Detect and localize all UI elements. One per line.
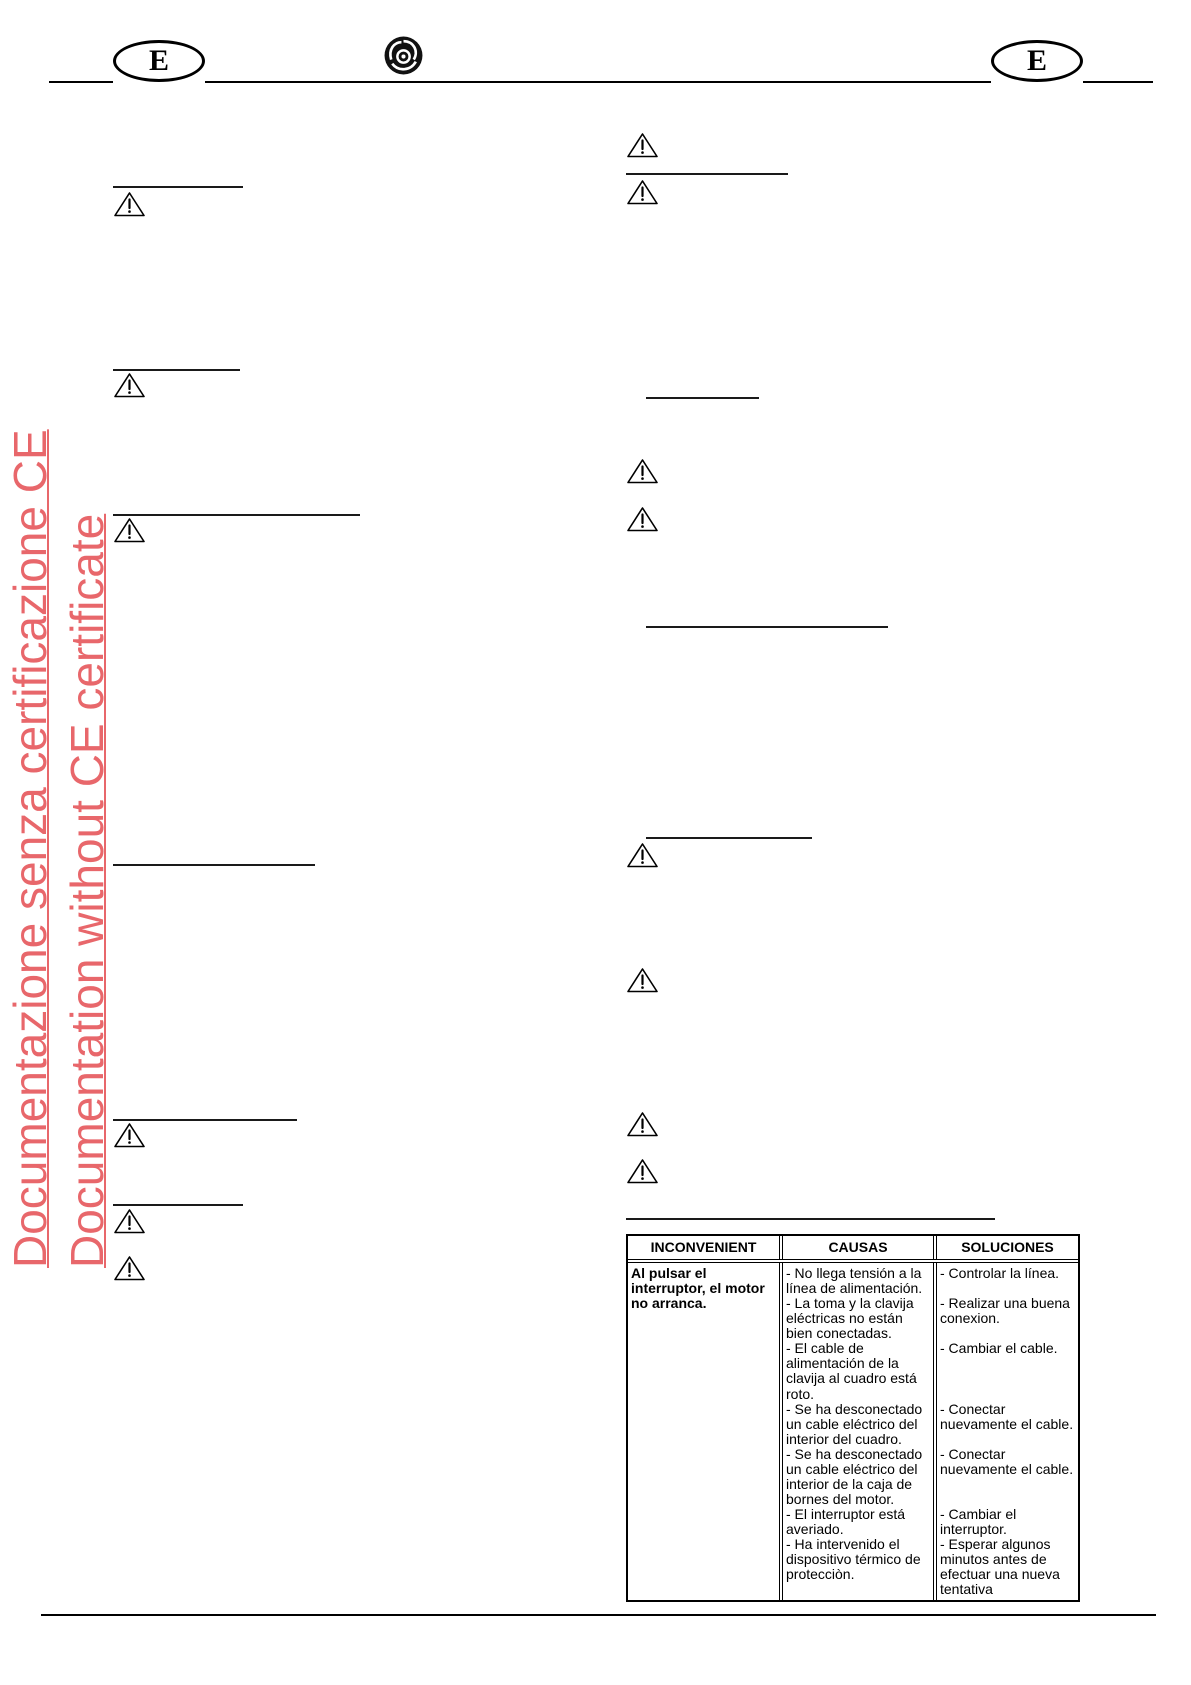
column-header-causas: CAUSAS (779, 1236, 933, 1259)
table-header-row (628, 1236, 1078, 1263)
heading-underline (113, 1204, 243, 1206)
cause-cell: - Se ha desconectado un cable eléctrico del interior del cuadro. (779, 1402, 933, 1447)
cause-cell: - La toma y la clavija eléctricas no están bien conectadas. (779, 1296, 933, 1341)
warning-triangle-icon (113, 1255, 146, 1281)
watermark-line-english: Documentation without CE certificate (61, 513, 113, 1268)
language-badge-right: E (991, 40, 1083, 82)
heading-underline (113, 514, 360, 516)
solution-cell: - Conectar nuevamente el cable. (933, 1447, 1078, 1507)
header-rule-right (1083, 81, 1153, 83)
watermark-line-italian: Documentazione senza certificazione CE (4, 429, 56, 1268)
footer-rule (41, 1614, 1156, 1616)
heading-underline (626, 173, 788, 175)
header-rule-main (205, 81, 991, 83)
warning-triangle-icon (626, 1158, 659, 1184)
solution-cell: - Controlar la línea. (933, 1263, 1078, 1296)
column-header-soluciones: SOLUCIONES (933, 1236, 1078, 1259)
solution-cell: - Cambiar el cable. (933, 1341, 1078, 1401)
header-rule-left (49, 81, 113, 83)
heading-underline (626, 1218, 995, 1220)
warning-triangle-icon (626, 458, 659, 484)
heading-underline (113, 186, 243, 188)
cause-cell: - Ha intervenido el dispositivo térmico de protecciòn. (779, 1537, 933, 1600)
cause-cell: - El interruptor está averiado. (779, 1507, 933, 1537)
heading-underline (646, 397, 759, 399)
heading-underline (113, 369, 240, 371)
heading-underline (113, 1119, 297, 1121)
warning-triangle-icon (113, 1208, 146, 1234)
solution-cell: - Realizar una buena conexion. (933, 1296, 1078, 1341)
warning-triangle-icon (113, 191, 146, 217)
warning-triangle-icon (113, 1122, 146, 1148)
solution-cell: - Cambiar el interruptor. (933, 1507, 1078, 1537)
brand-swirl-logo-icon (383, 35, 424, 76)
table-row (628, 1263, 1078, 1600)
solution-cell: - Conectar nuevamente el cable. (933, 1402, 1078, 1447)
warning-triangle-icon (626, 967, 659, 993)
cause-cell: - Se ha desconectado un cable eléctrico del interior de la caja de bornes del motor. (779, 1447, 933, 1507)
cause-cell: - El cable de alimentación de la clavija al cuadro está roto. (779, 1341, 933, 1401)
warning-triangle-icon (113, 517, 146, 543)
solution-cell: - Esperar algunos minutos antes de efectuar una nueva tentativa (933, 1537, 1078, 1600)
heading-underline (646, 837, 812, 839)
troubleshooting-table (626, 1234, 1080, 1602)
language-badge-left: E (113, 40, 205, 82)
warning-triangle-icon (626, 179, 659, 205)
problem-cell: Al pulsar el interruptor, el motor no arranca. (631, 1265, 765, 1312)
warning-triangle-icon (626, 132, 659, 158)
warning-triangle-icon (626, 506, 659, 532)
warning-triangle-icon (626, 1111, 659, 1137)
warning-triangle-icon (113, 372, 146, 398)
column-header-inconvenient: INCONVENIENT (650, 1239, 757, 1255)
warning-triangle-icon (626, 842, 659, 868)
heading-underline (113, 864, 315, 866)
cause-cell: - No llega tensión a la línea de alimentación. (779, 1263, 933, 1296)
heading-underline (646, 626, 888, 628)
